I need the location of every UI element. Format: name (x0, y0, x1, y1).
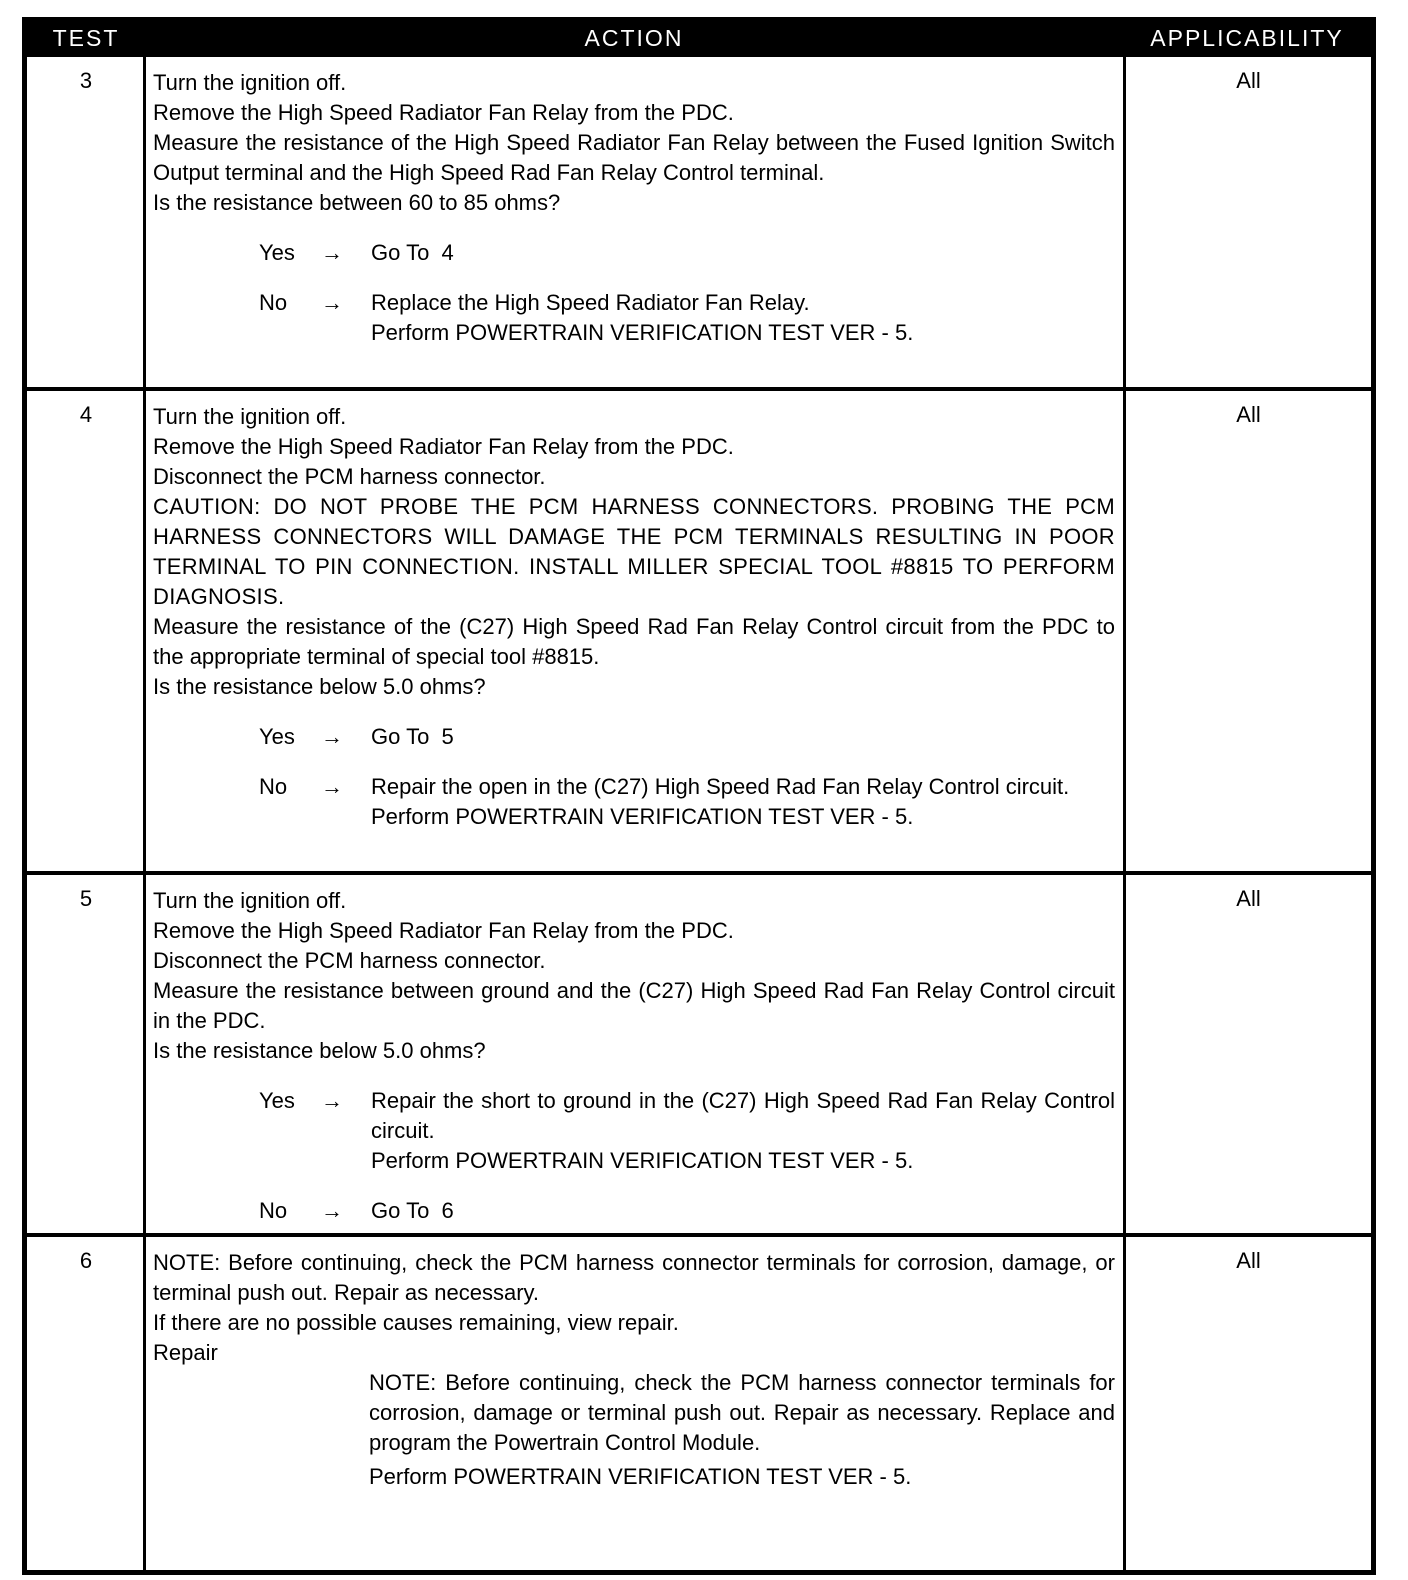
yes-label: Yes (259, 240, 295, 265)
action-cell (153, 402, 1115, 832)
yes-branch (153, 722, 1115, 752)
repair-perform: Perform POWERTRAIN VERIFICATION TEST VER - 5. (369, 1464, 912, 1489)
applicability-value: All (1236, 1248, 1261, 1273)
step-text: Turn the ignition off. (153, 70, 347, 95)
branch-result: Perform POWERTRAIN VERIFICATION TEST VER - 5. (371, 320, 914, 345)
header-action: ACTION (584, 25, 684, 51)
applicability-value: All (1236, 402, 1261, 427)
question-text: Is the resistance between 60 to 85 ohms? (153, 190, 561, 215)
applicability-value: All (1236, 68, 1261, 93)
note-text: NOTE: Before continuing, check the PCM harness connector terminals for corrosion, damage, or terminal push out. Repair as necessary. (153, 1250, 1115, 1305)
step-text: Remove the High Speed Radiator Fan Relay from the PDC. (153, 434, 734, 459)
step-text: Measure the resistance of the High Speed Radiator Fan Relay between the Fused Ignition Switch Output terminal and the High Speed Rad Fan Relay Control terminal. (153, 130, 1115, 185)
table-row (27, 57, 1371, 389)
step-text: Disconnect the PCM harness connector. (153, 948, 546, 973)
table-header (27, 17, 1371, 57)
header-applicability: APPLICABILITY (1150, 25, 1344, 51)
table-row (27, 391, 1371, 871)
repair-body (369, 1368, 1115, 1492)
no-label: No (259, 1198, 288, 1223)
step-text: Disconnect the PCM harness connector. (153, 464, 546, 489)
step-text: Measure the resistance between ground and the (C27) High Speed Rad Fan Relay Control circuit in the PDC. (153, 978, 1115, 1033)
action-cell (153, 68, 1115, 348)
applicability-value: All (1236, 886, 1261, 911)
test-number: 3 (79, 68, 93, 93)
arrow-right-icon: → (321, 290, 343, 315)
no-label: No (259, 774, 288, 799)
table-row (27, 875, 1371, 1233)
diagnostic-table (22, 17, 1376, 1575)
yes-branch (153, 238, 1115, 268)
step-text: Turn the ignition off. (153, 404, 347, 429)
action-cell (153, 886, 1115, 1226)
no-branch (153, 288, 1115, 348)
yes-label: Yes (259, 1088, 295, 1113)
step-text: Turn the ignition off. (153, 888, 347, 913)
branch-result: Repair the short to ground in the (C27) High Speed Rad Fan Relay Control circuit. (371, 1088, 1115, 1143)
yes-branch (153, 1086, 1115, 1176)
repair-note: NOTE: Before continuing, check the PCM harness connector terminals for corrosion, damage or terminal push out. Repair as necessary. Replace and program the Powertrain Control Module. (369, 1370, 1115, 1455)
arrow-right-icon: → (321, 1088, 343, 1113)
question-text: Is the resistance below 5.0 ohms? (153, 1038, 486, 1063)
caution-text: CAUTION: DO NOT PROBE THE PCM HARNESS CONNECTORS. PROBING THE PCM HARNESS CONNECTORS WILL DAMAGE THE PCM TERMINALS RESULTING IN POOR TERMINAL TO PIN CONNECTION. INSTALL MILLER SPECIAL TOOL #8815 TO PERFORM DIAGNOSIS. (153, 494, 1115, 609)
step-text: Remove the High Speed Radiator Fan Relay from the PDC. (153, 918, 734, 943)
step-text: If there are no possible causes remaining, view repair. (153, 1310, 679, 1335)
arrow-right-icon: → (321, 240, 343, 265)
arrow-right-icon: → (321, 724, 343, 749)
no-branch (153, 772, 1115, 832)
question-text: Is the resistance below 5.0 ohms? (153, 674, 486, 699)
no-label: No (259, 290, 288, 315)
branch-result: Replace the High Speed Radiator Fan Relay. (371, 290, 810, 315)
no-branch (153, 1196, 1115, 1226)
header-test: TEST (52, 25, 120, 51)
test-number: 6 (79, 1248, 93, 1273)
branch-result: Go To 4 (371, 240, 454, 265)
repair-label: Repair (153, 1340, 218, 1365)
branch-result: Go To 5 (371, 724, 454, 749)
branch-result: Go To 6 (371, 1198, 454, 1223)
step-text: Remove the High Speed Radiator Fan Relay from the PDC. (153, 100, 734, 125)
table-row (27, 1237, 1371, 1567)
arrow-right-icon: → (321, 1198, 343, 1223)
branch-result: Repair the open in the (C27) High Speed Rad Fan Relay Control circuit. (371, 774, 1070, 799)
action-cell (153, 1248, 1115, 1492)
branch-result: Perform POWERTRAIN VERIFICATION TEST VER - 5. (371, 804, 914, 829)
arrow-right-icon: → (321, 774, 343, 799)
branch-result: Perform POWERTRAIN VERIFICATION TEST VER - 5. (371, 1148, 914, 1173)
test-number: 4 (79, 402, 93, 427)
test-number: 5 (79, 886, 93, 911)
yes-label: Yes (259, 724, 295, 749)
step-text: Measure the resistance of the (C27) High Speed Rad Fan Relay Control circuit from the PDC to the appropriate terminal of special tool #8815. (153, 614, 1115, 669)
